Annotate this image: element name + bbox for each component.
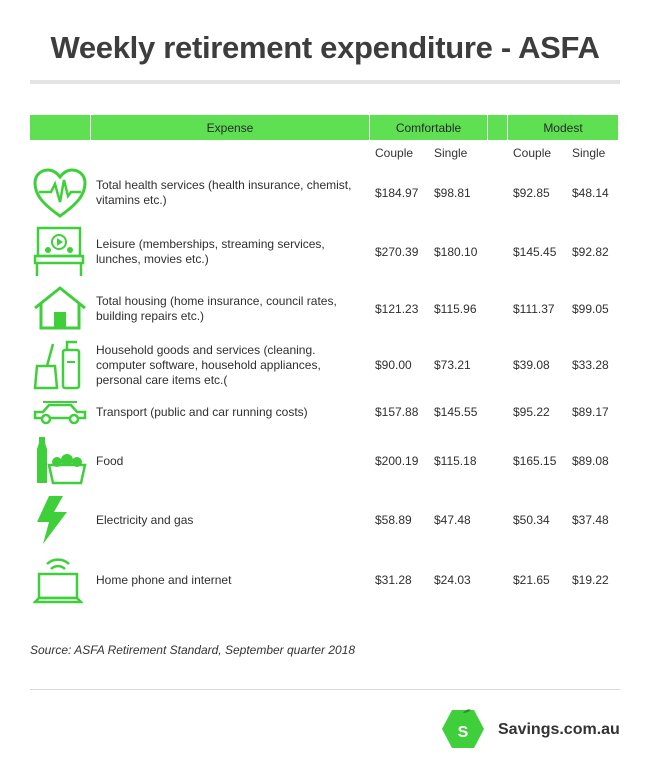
source-note: Source: ASFA Retirement Standard, September quarter 2018 — [30, 643, 356, 657]
comfortable-couple-value: $200.19 — [375, 454, 419, 468]
comfortable-couple-value: $121.23 — [375, 302, 419, 316]
comfortable-single-value: $24.03 — [434, 573, 471, 587]
row-label: Total health services (health insurance, chemist, vitamins etc.) — [96, 178, 352, 207]
modest-couple-value: $165.15 — [513, 454, 557, 468]
comfortable-single-value: $47.48 — [434, 513, 471, 527]
house-icon — [33, 286, 87, 330]
comfortable-couple-value: $58.89 — [375, 513, 412, 527]
comfortable-single-value: $73.21 — [434, 358, 471, 372]
comfortable-single-value: $98.81 — [434, 186, 471, 200]
modest-couple-value: $145.45 — [513, 245, 557, 259]
comfortable-couple-value: $184.97 — [375, 186, 419, 200]
header-gap-cell — [488, 115, 507, 140]
comfortable-couple-value: $31.28 — [375, 573, 412, 587]
comfortable-couple-value: $90.00 — [375, 358, 412, 372]
comfortable-couple-value: $157.88 — [375, 405, 419, 419]
row-label: Transport (public and car running costs) — [96, 405, 308, 419]
logo-text: Savings.com.au — [498, 721, 620, 738]
subheader-comfortable-single: Single — [434, 146, 468, 160]
table-row — [0, 286, 650, 334]
title-divider — [30, 80, 620, 84]
row-label: Household goods and services (cleaning. computer software, household appliances, personal care items etc.( — [96, 343, 321, 387]
modest-couple-value: $111.37 — [513, 302, 555, 316]
groceries-icon — [33, 435, 87, 485]
comfortable-couple-value: $270.39 — [375, 245, 419, 259]
logo-mark-letter: S — [457, 724, 469, 741]
cleaning-supplies-icon — [33, 340, 85, 390]
header-comfortable: Comfortable — [370, 115, 487, 140]
table-row — [0, 340, 650, 392]
car-icon — [33, 400, 87, 426]
modest-couple-value: $92.85 — [513, 186, 550, 200]
modest-couple-value: $39.08 — [513, 358, 550, 372]
modest-single-value: $99.05 — [572, 302, 609, 316]
page-title: Weekly retirement expenditure - ASFA — [50, 30, 600, 65]
comfortable-single-value: $180.10 — [434, 245, 478, 259]
savings-logo-icon — [440, 708, 486, 750]
comfortable-single-value: $115.18 — [434, 454, 477, 468]
laptop-wifi-icon — [33, 554, 83, 606]
row-label: Total housing (home insurance, council rates, building repairs etc.) — [96, 294, 337, 323]
row-label: Food — [96, 454, 124, 468]
row-label: Leisure (memberships, streaming services, lunches, movies etc.) — [96, 237, 325, 266]
modest-single-value: $37.48 — [572, 513, 609, 527]
table-row — [0, 398, 650, 428]
subheader-comfortable-couple: Couple — [375, 146, 414, 160]
table-row — [0, 166, 650, 220]
modest-single-value: $89.08 — [572, 454, 609, 468]
footer-divider — [30, 689, 620, 690]
header-expense: Expense — [91, 115, 369, 140]
table-row — [0, 435, 650, 487]
comfortable-single-value: $145.55 — [434, 405, 478, 419]
heart-pulse-icon — [33, 168, 87, 220]
header-icon-cell — [30, 115, 90, 140]
row-label: Home phone and internet — [96, 573, 232, 587]
row-label: Electricity and gas — [96, 513, 194, 527]
header-modest: Modest — [508, 115, 618, 140]
table-row — [0, 225, 650, 279]
modest-single-value: $92.82 — [572, 245, 609, 259]
tv-play-icon — [33, 226, 85, 278]
subheader-modest-single: Single — [572, 146, 606, 160]
modest-couple-value: $21.65 — [513, 573, 550, 587]
table-row — [0, 554, 650, 606]
modest-single-value: $19.22 — [572, 573, 609, 587]
comfortable-single-value: $115.96 — [434, 302, 477, 316]
modest-couple-value: $95.22 — [513, 405, 550, 419]
modest-single-value: $33.28 — [572, 358, 609, 372]
subheader-modest-couple: Couple — [513, 146, 552, 160]
modest-single-value: $89.17 — [572, 405, 609, 419]
table-row — [0, 494, 650, 546]
modest-couple-value: $50.34 — [513, 513, 550, 527]
lightning-bolt-icon — [33, 494, 73, 544]
modest-single-value: $48.14 — [572, 186, 609, 200]
